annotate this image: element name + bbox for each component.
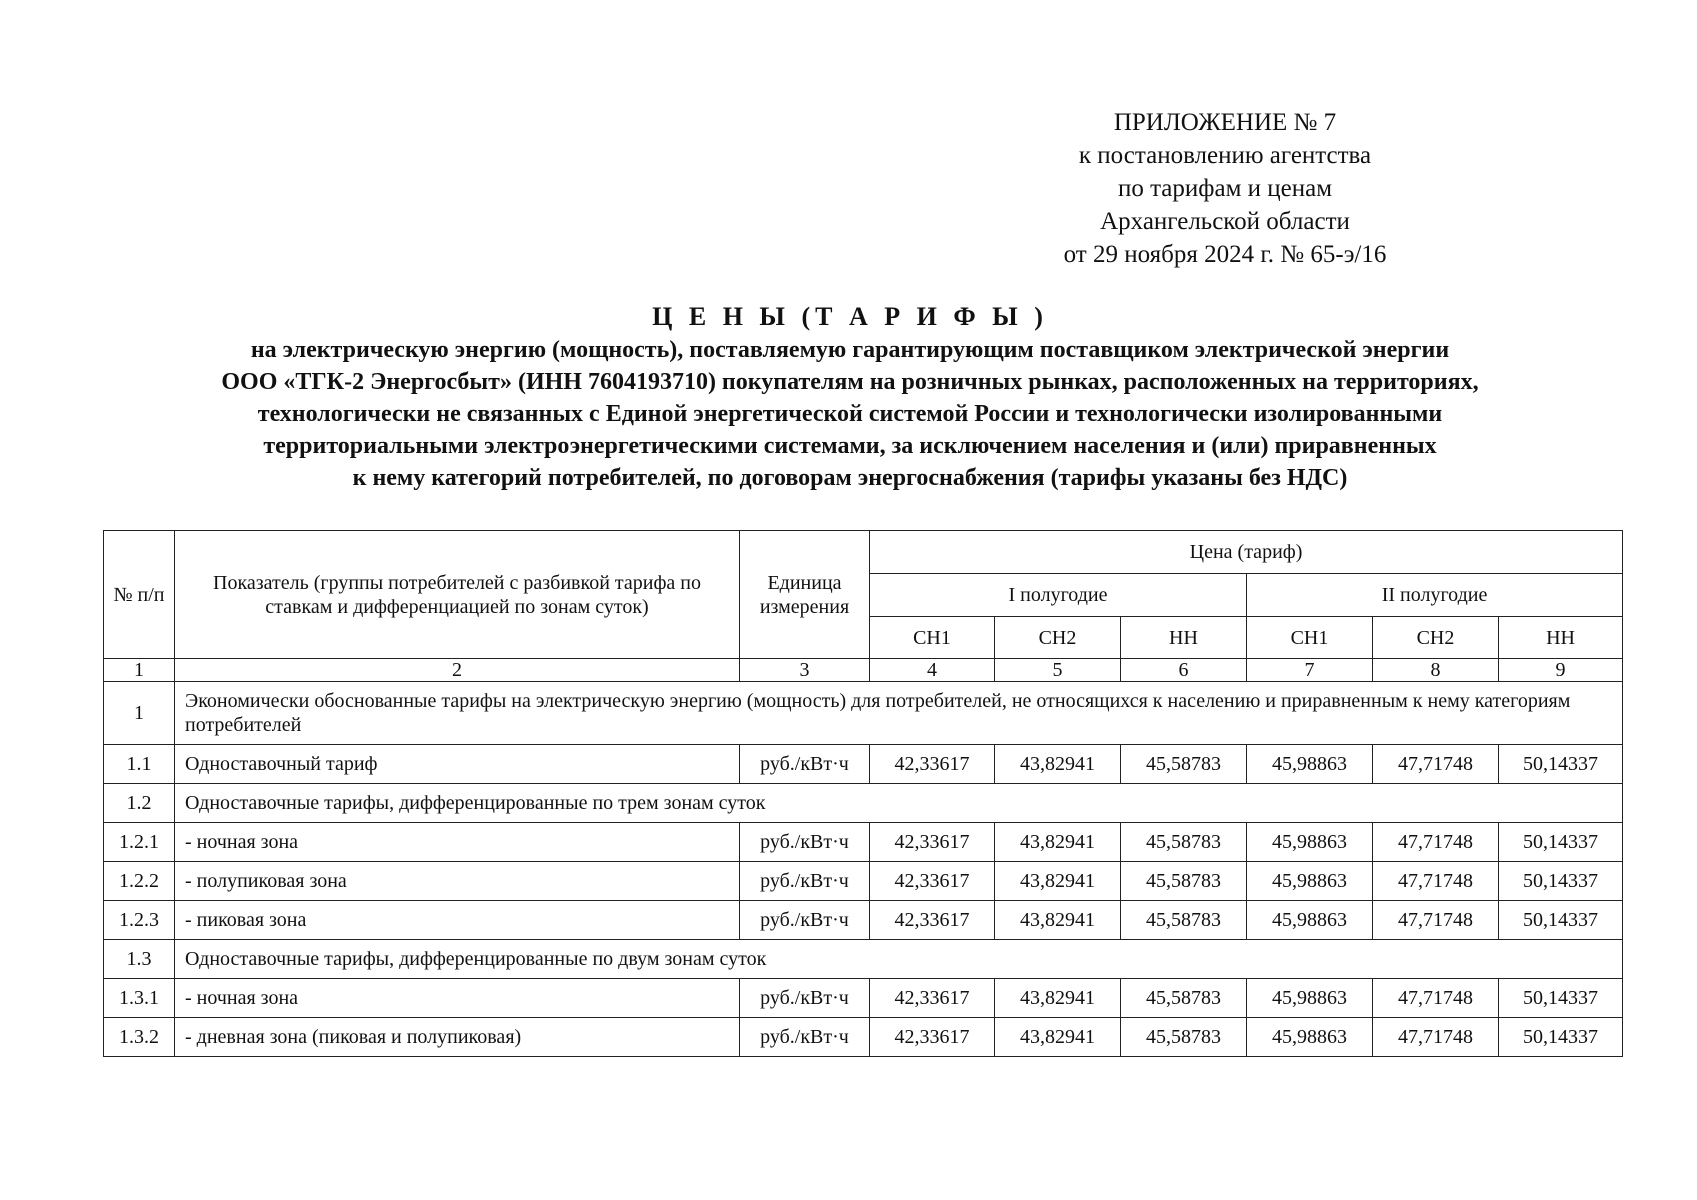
row-name: - ночная зона (175, 823, 740, 862)
row-value: 45,58783 (1121, 823, 1247, 862)
document-title (100, 300, 1600, 494)
row-value: 43,82941 (995, 1018, 1121, 1057)
row-num: 1.3.1 (104, 979, 175, 1018)
column-number: 9 (1499, 659, 1623, 682)
row-value: 50,14337 (1499, 979, 1623, 1018)
column-number: 7 (1247, 659, 1373, 682)
header-voltage: СН2 (995, 617, 1121, 659)
row-name: - дневная зона (пиковая и полупиковая) (175, 1018, 740, 1057)
subgroup-title: Одноставочные тарифы, дифференцированные по двум зонам суток (175, 940, 1623, 979)
table-row (104, 745, 1623, 784)
header-half1: I полугодие (870, 574, 1247, 617)
document-title-line: на электрическую энергию (мощность), поставляемую гарантирующим поставщиком электрической энергии (250, 337, 1450, 363)
header-voltage: НН (1121, 617, 1247, 659)
table-row (104, 1018, 1623, 1057)
header-voltage: СН1 (1247, 617, 1373, 659)
tariffs-table (103, 530, 1623, 1057)
row-value: 50,14337 (1499, 745, 1623, 784)
appendix-line: по тарифам и ценам (1117, 175, 1333, 202)
row-name: - пиковая зона (175, 901, 740, 940)
row-value: 47,71748 (1373, 1018, 1499, 1057)
row-num: 1.3 (104, 940, 175, 979)
row-value: 42,33617 (870, 745, 995, 784)
row-value: 45,58783 (1121, 979, 1247, 1018)
table-row (104, 823, 1623, 862)
document-title-line: ООО «ТГК-2 Энергосбыт» (ИНН 7604193710) покупателям на розничных рынках, расположенных на территориях, (221, 369, 1479, 395)
header-unit: Единица измерения (740, 531, 870, 659)
row-unit: руб./кВт·ч (740, 745, 870, 784)
row-value: 42,33617 (870, 862, 995, 901)
appendix-line: к постановлению агентства (1078, 142, 1372, 169)
row-value: 45,98863 (1247, 1018, 1373, 1057)
row-value: 50,14337 (1499, 1018, 1623, 1057)
row-value: 45,58783 (1121, 745, 1247, 784)
column-numbers-row (104, 659, 1623, 682)
row-value: 45,58783 (1121, 901, 1247, 940)
row-unit: руб./кВт·ч (740, 862, 870, 901)
row-value: 43,82941 (995, 979, 1121, 1018)
column-number: 6 (1121, 659, 1247, 682)
row-name: - полупиковая зона (175, 862, 740, 901)
table-row (104, 862, 1623, 901)
row-num: 1.2.3 (104, 901, 175, 940)
subgroup-row (104, 940, 1623, 979)
row-value: 45,98863 (1247, 823, 1373, 862)
row-value: 47,71748 (1373, 862, 1499, 901)
row-num: 1.2 (104, 784, 175, 823)
header-num: № п/п (104, 531, 175, 659)
row-unit: руб./кВт·ч (740, 901, 870, 940)
row-value: 42,33617 (870, 901, 995, 940)
row-unit: руб./кВт·ч (740, 823, 870, 862)
document-title-line: технологически не связанных с Единой энергетической системой России и технологически изолированными (257, 401, 1443, 427)
row-value: 45,98863 (1247, 862, 1373, 901)
row-name: Одноставочный тариф (175, 745, 740, 784)
row-unit: руб./кВт·ч (740, 979, 870, 1018)
row-value: 47,71748 (1373, 823, 1499, 862)
column-number: 3 (740, 659, 870, 682)
document-title-line: территориальными электроэнергетическими системами, за исключением населения и (или) приравненных (263, 433, 1437, 459)
row-num: 1.3.2 (104, 1018, 175, 1057)
row-value: 45,98863 (1247, 745, 1373, 784)
row-value: 43,82941 (995, 745, 1121, 784)
group-title: Экономически обоснованные тарифы на электрическую энергию (мощность) для потребителей, не относящихся к населению и приравненным к нему категориям потребителей (175, 682, 1623, 745)
row-value: 47,71748 (1373, 901, 1499, 940)
row-value: 43,82941 (995, 901, 1121, 940)
document-title-main: Ц Е Н Ы (Т А Р И Ф Ы ) (652, 302, 1048, 331)
appendix-line: Архангельской области (1100, 208, 1350, 235)
row-value: 47,71748 (1373, 979, 1499, 1018)
subgroup-row (104, 784, 1623, 823)
column-number: 5 (995, 659, 1121, 682)
row-value: 50,14337 (1499, 901, 1623, 940)
column-number: 8 (1373, 659, 1499, 682)
row-num: 1.2.1 (104, 823, 175, 862)
table-row (104, 979, 1623, 1018)
document-title-line: к нему категорий потребителей, по договорам энергоснабжения (тарифы указаны без НДС) (352, 465, 1348, 491)
header-voltage: СН2 (1373, 617, 1499, 659)
column-number: 4 (870, 659, 995, 682)
row-num: 1.1 (104, 745, 175, 784)
row-value: 42,33617 (870, 823, 995, 862)
column-number: 1 (104, 659, 175, 682)
appendix-header (1030, 106, 1420, 271)
header-voltage: СН1 (870, 617, 995, 659)
row-unit: руб./кВт·ч (740, 1018, 870, 1057)
row-value: 45,58783 (1121, 1018, 1247, 1057)
row-num: 1.2.2 (104, 862, 175, 901)
header-price: Цена (тариф) (870, 531, 1623, 574)
row-value: 43,82941 (995, 823, 1121, 862)
group-row (104, 682, 1623, 745)
row-value: 42,33617 (870, 979, 995, 1018)
row-value: 45,98863 (1247, 979, 1373, 1018)
row-value: 42,33617 (870, 1018, 995, 1057)
header-indicator: Показатель (группы потребителей с разбивкой тарифа по ставкам и дифференциацией по зонам суток) (175, 531, 740, 659)
appendix-date: от 29 ноября 2024 г. № 65-э/16 (1063, 241, 1387, 268)
header-voltage: НН (1499, 617, 1623, 659)
column-number: 2 (175, 659, 740, 682)
appendix-title: ПРИЛОЖЕНИЕ № 7 (1113, 109, 1337, 136)
table-row (104, 901, 1623, 940)
table-header-row (104, 531, 1623, 574)
row-value: 50,14337 (1499, 862, 1623, 901)
header-half2: II полугодие (1247, 574, 1623, 617)
row-name: - ночная зона (175, 979, 740, 1018)
row-value: 45,58783 (1121, 862, 1247, 901)
subgroup-title: Одноставочные тарифы, дифференцированные по трем зонам суток (175, 784, 1623, 823)
row-value: 47,71748 (1373, 745, 1499, 784)
row-value: 45,98863 (1247, 901, 1373, 940)
row-num: 1 (104, 682, 175, 745)
row-value: 43,82941 (995, 862, 1121, 901)
row-value: 50,14337 (1499, 823, 1623, 862)
